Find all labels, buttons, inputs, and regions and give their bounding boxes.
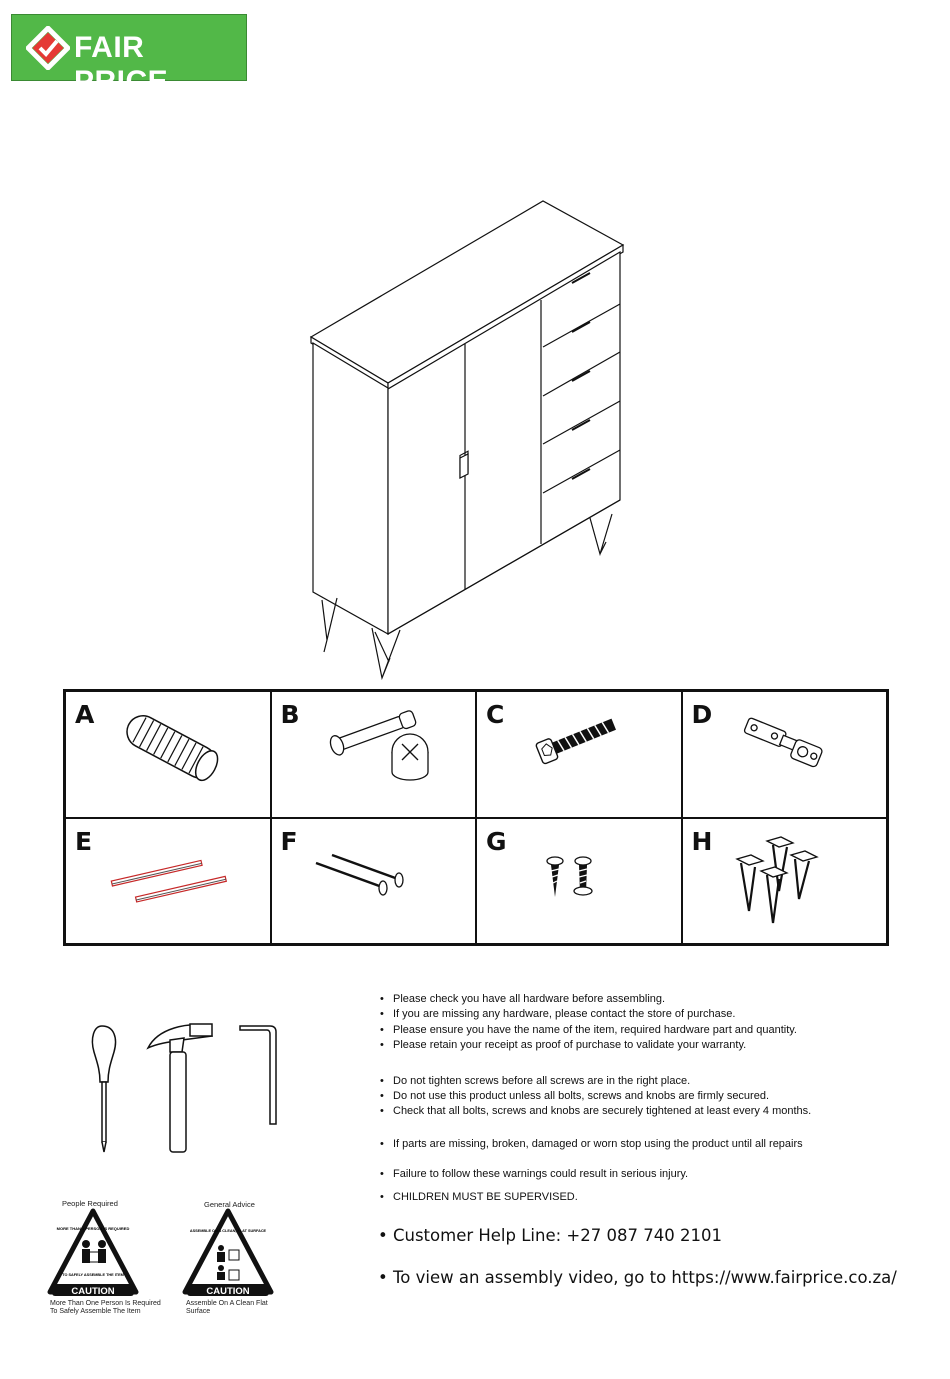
note-item: • If parts are missing, broken, damaged or worn stop using the product until all repairs — [380, 1138, 803, 1150]
hardware-letter: H — [691, 826, 713, 856]
hardware-cell-e — [65, 818, 271, 945]
hardware-letter: D — [691, 700, 713, 729]
note-item: • Failure to follow these warnings could result in serious injury. — [380, 1168, 689, 1180]
check-diamond-icon — [26, 26, 70, 70]
allen-key-icon — [240, 1026, 276, 1124]
wooden-dowel-icon — [66, 692, 272, 819]
hardware-cell-c — [476, 691, 682, 818]
tools-illustration — [90, 1018, 290, 1158]
assembly-video-link[interactable]: • To view an assembly video, go to https://www.fairprice.co.za/ — [378, 1268, 897, 1287]
sign-heading: People Required — [62, 1199, 118, 1208]
hardware-cell-b — [271, 691, 477, 818]
hardware-cell-a — [65, 691, 271, 818]
hardware-letter: E — [75, 826, 93, 856]
note-item: • If you are missing any hardware, please contact the store of purchase. — [380, 1008, 736, 1020]
hairpin-leg-icon — [683, 819, 889, 946]
screwdriver-icon — [92, 1026, 115, 1152]
hardware-grid — [63, 689, 889, 946]
general-advice-caution-sign — [181, 1208, 275, 1298]
note-item: • Do not tighten screws before all screws are in the right place. — [380, 1075, 691, 1087]
caution-label: CAUTION — [71, 1286, 115, 1297]
nail-icon — [272, 819, 478, 946]
hinge-icon — [683, 692, 889, 819]
hardware-letter: G — [486, 826, 507, 856]
hardware-letter: B — [280, 700, 300, 729]
sign-caption: More Than One Person Is Required To Safely Assemble The Item — [50, 1300, 161, 1315]
hardware-letter: F — [280, 826, 298, 856]
hardware-cell-f — [271, 818, 477, 945]
hammer-icon — [148, 1024, 212, 1152]
caution-label: CAUTION — [206, 1286, 250, 1297]
note-item: • Do not use this product unless all bolts, screws and knobs are firmly secured. — [380, 1090, 770, 1102]
people-required-caution-sign — [46, 1208, 140, 1298]
cabinet-illustration — [300, 195, 640, 685]
fair-price-logo — [11, 14, 247, 98]
sign-heading: General Advice — [204, 1200, 255, 1209]
hardware-cell-d — [682, 691, 888, 818]
wood-screw-icon — [477, 819, 683, 946]
hardware-letter: A — [75, 700, 95, 729]
note-item: • CHILDREN MUST BE SUPERVISED. — [380, 1191, 578, 1203]
sign-inner-text-2: TO SAFELY ASSEMBLE THE ITEM — [62, 1273, 124, 1277]
drawer-runner-icon — [66, 819, 272, 946]
sign-caption: Assemble On A Clean Flat Surface — [186, 1300, 268, 1315]
note-item: • Please retain your receipt as proof of purchase to validate your warranty. — [380, 1039, 747, 1051]
note-item: • Please ensure you have the name of the item, required hardware part and quantity. — [380, 1024, 797, 1036]
brand-name: FAIR PRICE — [74, 31, 169, 98]
hardware-cell-g — [476, 818, 682, 945]
hardware-letter: C — [486, 700, 505, 729]
note-item: • Check that all bolts, screws and knobs are securely tightened at least every 4 months. — [380, 1105, 812, 1117]
note-item: • Please check you have all hardware before assembling. — [380, 993, 666, 1005]
allen-screw-icon — [477, 692, 683, 819]
sign-inner-text: MORE THAN 1 PERSON IS REQUIRED — [56, 1226, 130, 1231]
sign-inner-text: ASSEMBLE ON A CLEAN, FLAT SURFACE — [189, 1229, 267, 1233]
hardware-cell-h — [682, 818, 888, 945]
customer-help-line: • Customer Help Line: +27 087 740 2101 — [378, 1226, 722, 1245]
cam-bolt-and-lock-icon — [272, 692, 478, 819]
